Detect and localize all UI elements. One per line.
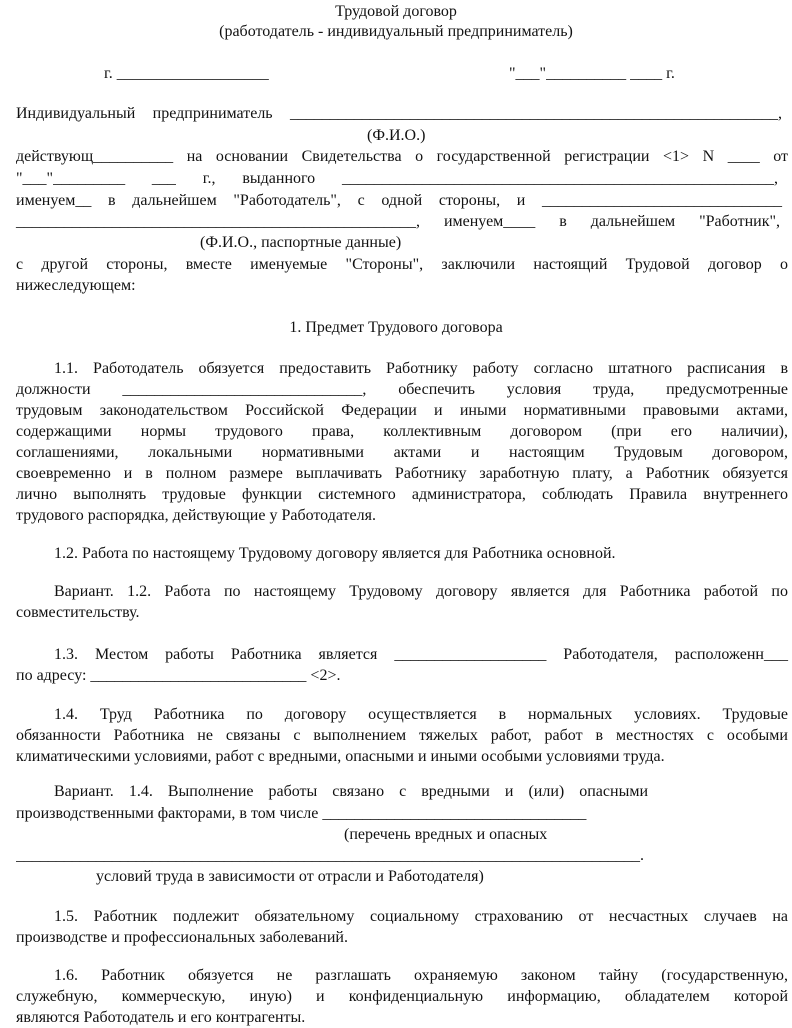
named-employer-line: именуем__ в дальнейшем "Работодатель", с одной стороны, и ______________________________ [16,192,782,209]
paragraph-1-2-variant-line-end: совместительству. [16,604,140,621]
paragraph-1-1-line: трудовым законодательством Российской Федерации и иными нормативными правовыми актами, [16,402,788,419]
document-title: Трудовой договор [335,3,457,20]
paragraph-1-1-line: лично выполнять трудовые функции системного администратора, соблюдать Правила внутреннего [16,486,788,503]
paragraph-1-6-line: 1.6. Работник обязуется не разглашать охраняемую законом тайну (государственную, [54,967,788,984]
paragraph-1-1-line-end: трудового распорядка, действующие у Работодателя. [16,507,376,524]
paragraph-1-1-line: своевременно и в полном размере выплачивать Работнику заработную плату, а Работник обязуется [16,465,788,482]
city-field: г. ___________________ [104,65,269,82]
hazards-blank-line: ______________________________________________________________________________. [16,847,644,864]
paragraph-1-1-line: соглашениями, локальными нормативными актами и настоящим Трудовым договором, [16,444,788,461]
fio-passport-caption: (Ф.И.О., паспортные данные) [200,234,402,251]
acting-line: действующ__________ на основании Свидетельства о государственной регистрации <1> N ____ от [16,148,788,165]
other-side-line-end: нижеследующем: [16,277,136,294]
paragraph-1-4-line: обязанности Работника не связаны с выполнением тяжелых работ, работ в местностях с особыми [16,727,788,744]
paragraph-1-2: 1.2. Работа по настоящему Трудовому договору является для Работника основной. [54,545,616,562]
section-heading: 1. Предмет Трудового договора [289,319,503,336]
paragraph-1-4-variant-line: Вариант. 1.4. Выполнение работы связано с вредными и (или) опасными [54,783,648,800]
paragraph-1-3-line: 1.3. Местом работы Работника является ___________________ Работодателя, расположенн___ [54,646,788,663]
employer-line: Индивидуальный предприниматель _____________________________________________________________, [16,105,782,122]
hazards-caption: (перечень вредных и опасных [344,826,548,843]
paragraph-1-4-line-end: климатическими условиями, работ с вредными, опасными и иными особыми условиями труда. [16,748,665,765]
date-field: "___"__________ ____ г. [509,65,675,82]
paragraph-1-1-line: должности ______________________________, обеспечить условия труда, предусмотренные [16,381,788,398]
document-subtitle: (работодатель - индивидуальный предприниматель) [219,23,573,40]
paragraph-1-1-line: 1.1. Работодатель обязуется предоставить Работнику работу согласно штатного расписания в [54,360,788,377]
paragraph-1-5-line-end: производстве и профессиональных заболеваний. [16,929,348,946]
paragraph-1-3-line-end: по адресу: ___________________________ <2>. [16,667,341,684]
paragraph-1-4-variant-line: производственными факторами, в том числе _________________________________ [16,805,587,822]
paragraph-1-6-line-end: являются Работодатель и его контрагенты. [16,1009,306,1026]
issued-line: "___"_________ ___ г., выданного ______________________________________________________, [16,170,778,187]
hazards-caption-end: условий труда в зависимости от отрасли и Работодателя) [96,868,484,885]
other-side-line: с другой стороны, вместе именуемые "Стороны", заключили настоящий Трудовой договор о [16,256,788,273]
fio-caption: (Ф.И.О.) [367,127,426,144]
paragraph-1-2-variant-line: Вариант. 1.2. Работа по настоящему Трудовому договору является для Работника работой по [54,583,788,600]
paragraph-1-6-line: служебную, коммерческую, иную) и конфиденциальную информацию, обладателем которой [16,988,788,1005]
named-employee-line: __________________________________________________, именуем____ в дальнейшем "Работник", [16,213,780,230]
paragraph-1-4-line: 1.4. Труд Работника по договору осуществляется в нормальных условиях. Трудовые [54,706,788,723]
paragraph-1-1-line: содержащими нормы трудового права, коллективным договором (при его наличии), [16,423,788,440]
paragraph-1-5-line: 1.5. Работник подлежит обязательному социальному страхованию от несчастных случаев на [54,908,788,925]
